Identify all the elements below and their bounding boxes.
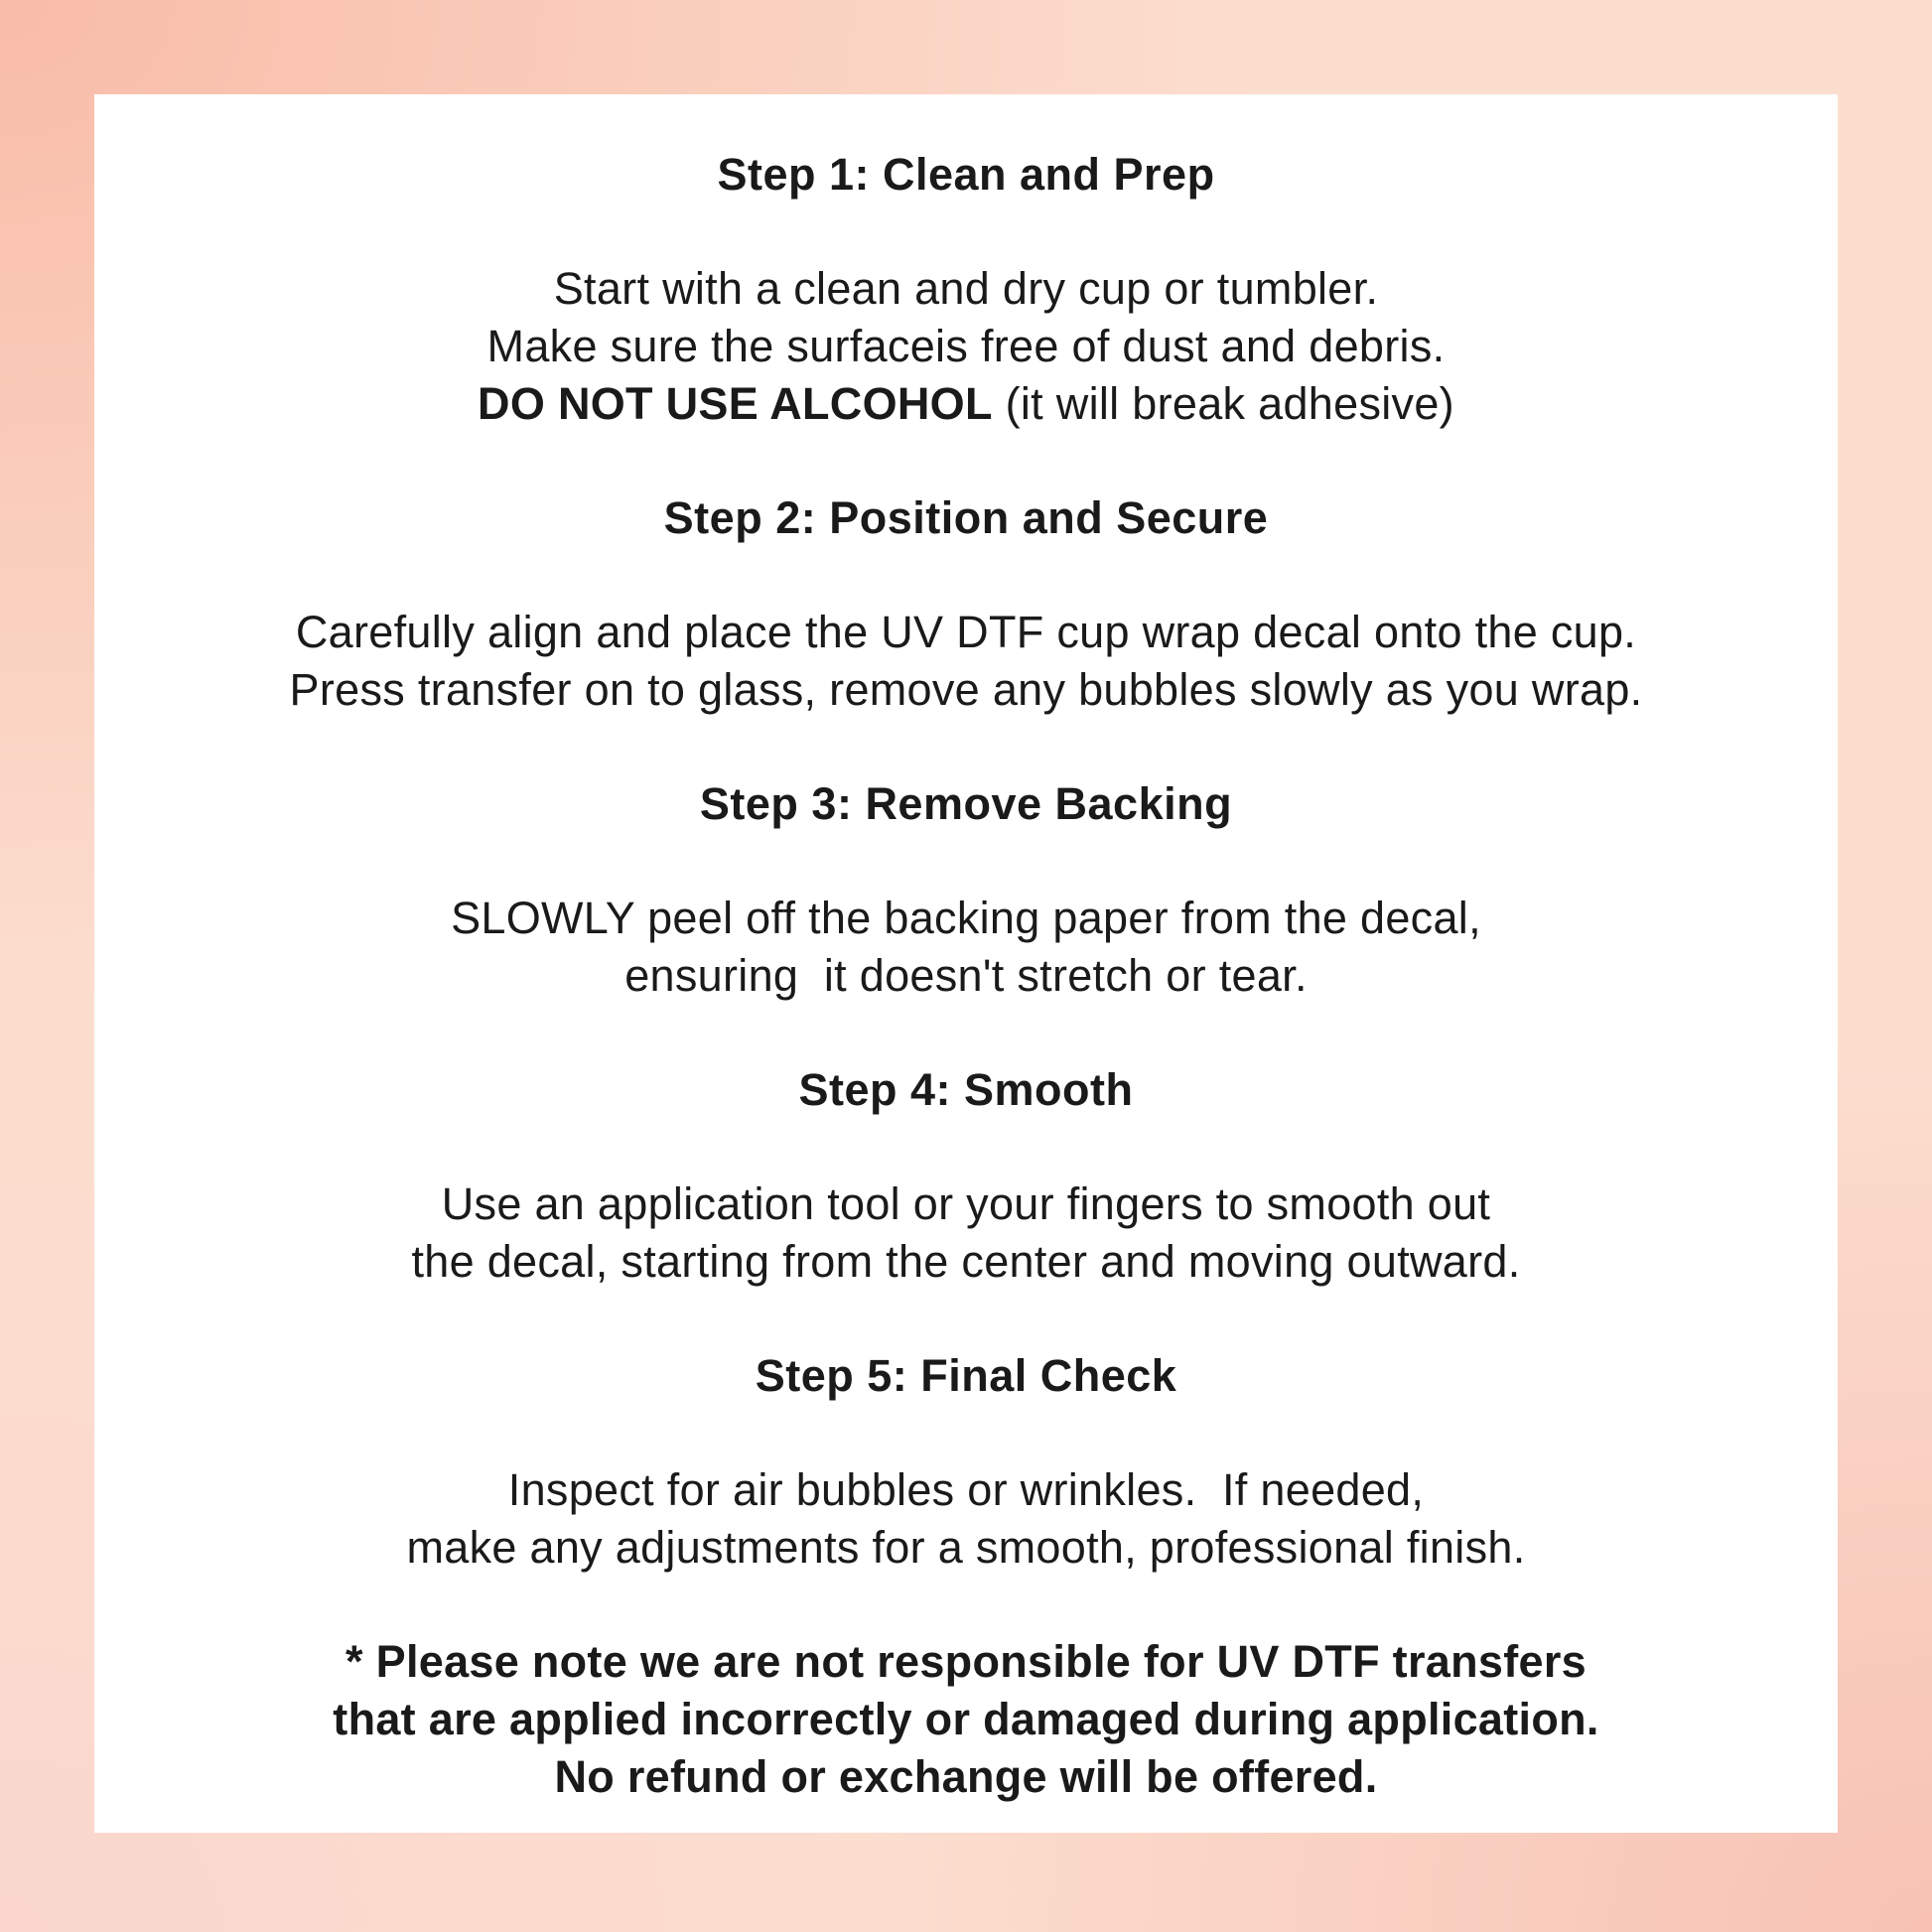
- disclaimer: [94, 1633, 1838, 1806]
- step-lines: [94, 890, 1838, 1005]
- step-lines: [94, 1461, 1838, 1577]
- body-line: Inspect for air bubbles or wrinkles. If needed,: [507, 1464, 1425, 1515]
- body-line: Use an application tool or your fingers to smooth out: [441, 1178, 1491, 1229]
- step-heading: Step 5: Final Check: [755, 1350, 1177, 1401]
- body-line: Make sure the surfaceis free of dust and debris.: [486, 321, 1446, 371]
- body-line: ensuring it doesn't stretch or tear.: [624, 950, 1308, 1001]
- bold-text: DO NOT USE ALCOHOL: [478, 378, 993, 429]
- step-lines: [94, 1175, 1838, 1291]
- disclaimer-lines: [94, 1633, 1838, 1806]
- body-line: Carefully align and place the UV DTF cup wrap decal onto the cup.: [295, 607, 1637, 657]
- step-section: [94, 775, 1838, 1005]
- step-heading: Step 4: Smooth: [798, 1064, 1134, 1115]
- steps-container: [94, 146, 1838, 1577]
- step-lines: [94, 604, 1838, 719]
- body-line: No refund or exchange will be offered.: [554, 1751, 1378, 1802]
- step-section: [94, 489, 1838, 719]
- step-heading: Step 2: Position and Secure: [663, 492, 1269, 543]
- body-line: the decal, starting from the center and moving outward.: [411, 1236, 1521, 1287]
- body-line: Press transfer on to glass, remove any bubbles slowly as you wrap.: [289, 664, 1643, 715]
- body-line: that are applied incorrectly or damaged during application.: [333, 1694, 1599, 1744]
- step-heading: Step 3: Remove Backing: [699, 778, 1233, 829]
- body-line: SLOWLY peel off the backing paper from the decal,: [451, 893, 1481, 943]
- body-line: make any adjustments for a smooth, professional finish.: [406, 1522, 1526, 1573]
- body-line: * Please note we are not responsible for UV DTF transfers: [345, 1636, 1587, 1687]
- body-line: Start with a clean and dry cup or tumbler.: [553, 263, 1379, 314]
- body-line: DO NOT USE ALCOHOL (it will break adhesive): [478, 378, 1454, 429]
- step-heading: Step 1: Clean and Prep: [717, 149, 1215, 200]
- step-lines: [94, 260, 1838, 433]
- step-section: [94, 1347, 1838, 1577]
- step-section: [94, 1061, 1838, 1291]
- step-section: [94, 146, 1838, 433]
- instruction-card: [94, 94, 1838, 1833]
